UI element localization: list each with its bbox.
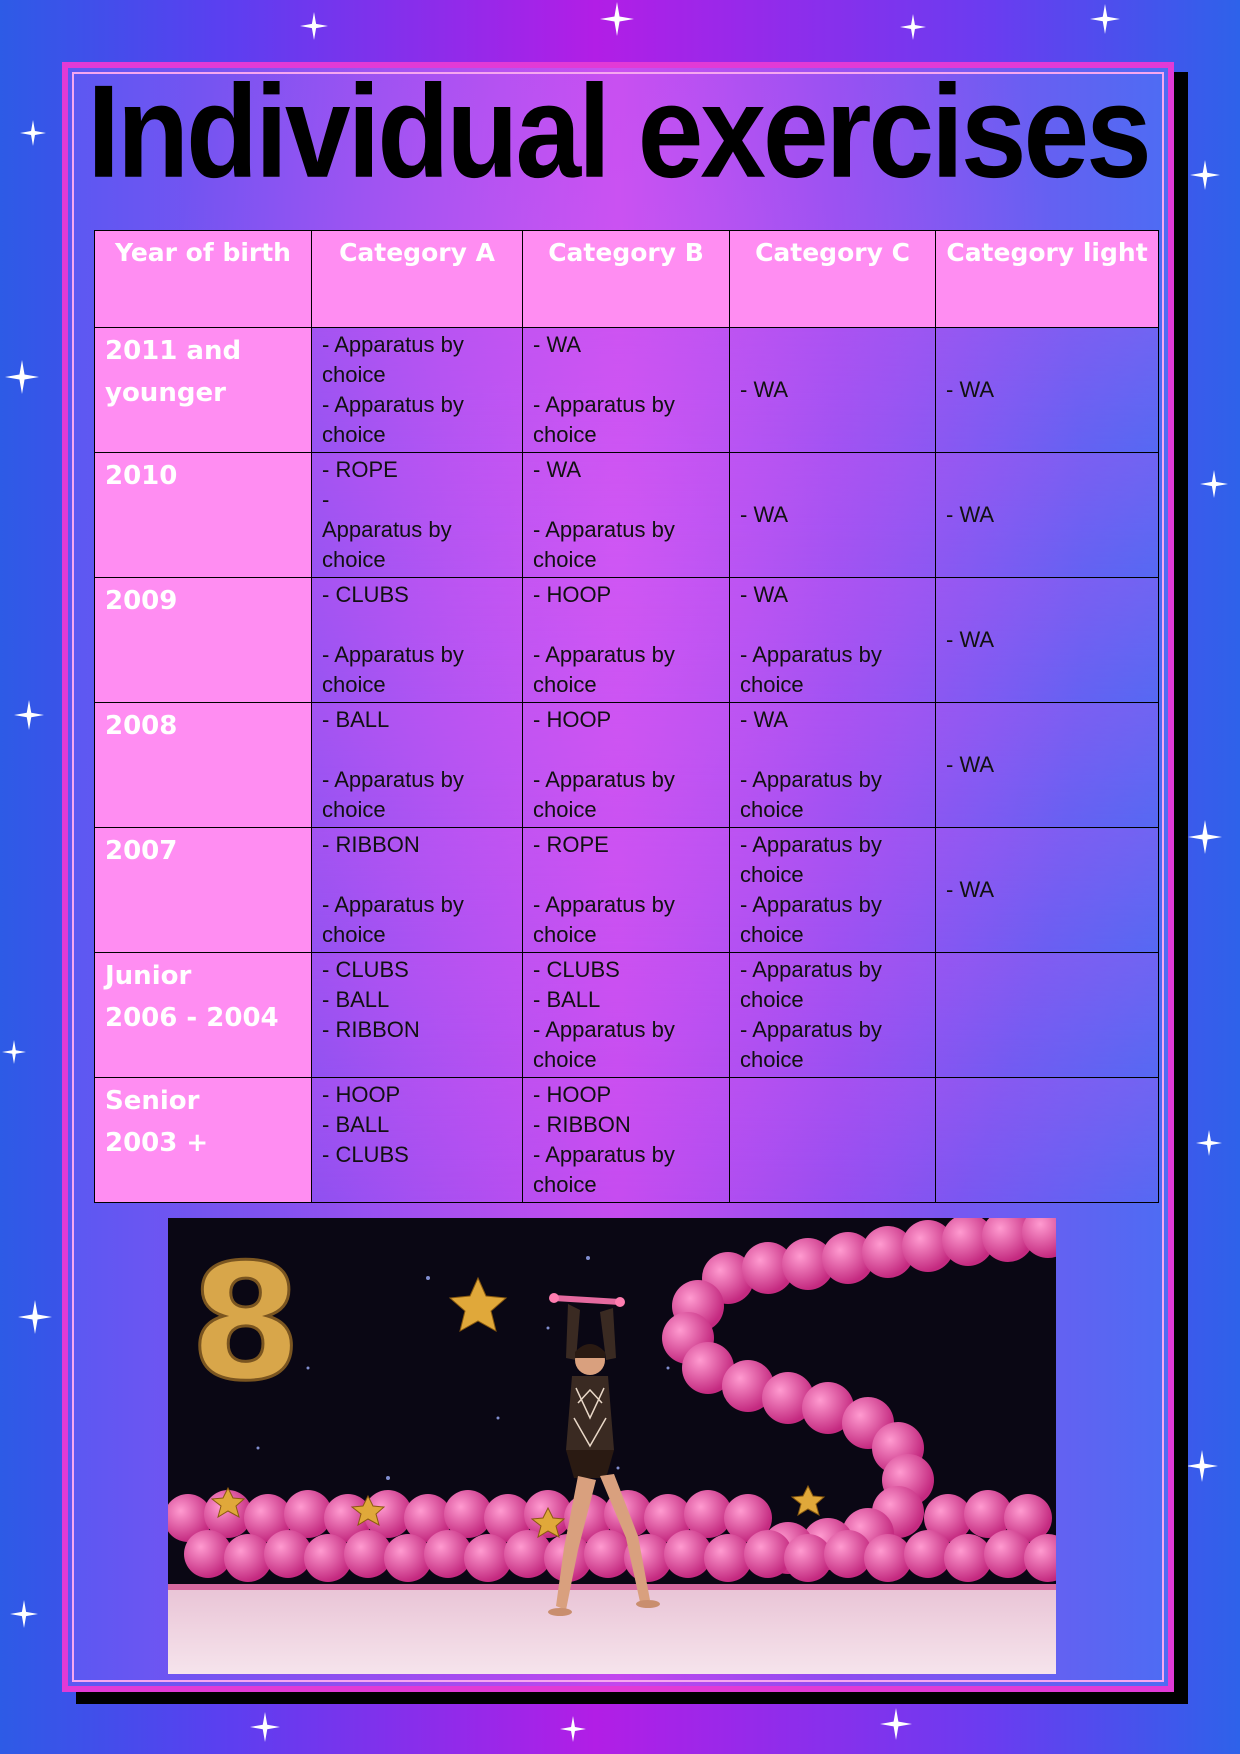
year-cell: 2009 — [95, 578, 312, 703]
category-light-cell: - WA — [936, 578, 1159, 703]
category-c-cell: - Apparatus by choice - Apparatus by choice — [730, 828, 936, 953]
category-b-cell: - WA - Apparatus by choice — [523, 328, 730, 453]
category-c-cell — [730, 1078, 936, 1203]
year-cell: 2007 — [95, 828, 312, 953]
exercises-table — [94, 230, 1159, 1203]
table-row — [95, 828, 1159, 953]
header-category-light: Category light — [936, 231, 1159, 328]
year-cell: Junior 2006 - 2004 — [95, 953, 312, 1078]
category-b-cell: - HOOP - Apparatus by choice — [523, 703, 730, 828]
category-light-cell: - WA — [936, 828, 1159, 953]
table-row — [95, 1078, 1159, 1203]
gymnast-photo — [168, 1218, 1056, 1674]
category-b-cell: - HOOP - RIBBON - Apparatus by choice — [523, 1078, 730, 1203]
category-a-cell: - RIBBON - Apparatus by choice — [312, 828, 523, 953]
category-a-cell: - BALL - Apparatus by choice — [312, 703, 523, 828]
table-row — [95, 953, 1159, 1078]
category-light-cell: - WA — [936, 328, 1159, 453]
category-b-cell: - CLUBS - BALL - Apparatus by choice — [523, 953, 730, 1078]
category-a-cell: - Apparatus by choice - Apparatus by choice — [312, 328, 523, 453]
category-c-cell: - WA - Apparatus by choice — [730, 578, 936, 703]
category-c-cell: - WA — [730, 328, 936, 453]
category-light-cell — [936, 1078, 1159, 1203]
category-b-cell: - ROPE - Apparatus by choice — [523, 828, 730, 953]
year-cell: 2011 and younger — [95, 328, 312, 453]
category-b-cell: - HOOP - Apparatus by choice — [523, 578, 730, 703]
gymnast-photo-illustration — [168, 1218, 1056, 1674]
header-category-b: Category B — [523, 231, 730, 328]
header-category-a: Category A — [312, 231, 523, 328]
poster-frame — [62, 58, 1174, 1692]
header-year-of-birth: Year of birth — [95, 231, 312, 328]
page-title: Individual exercises — [87, 58, 1149, 206]
category-a-cell: - ROPE - Apparatus by choice — [312, 453, 523, 578]
category-b-cell: - WA - Apparatus by choice — [523, 453, 730, 578]
category-a-cell: - CLUBS - Apparatus by choice — [312, 578, 523, 703]
header-category-c: Category C — [730, 231, 936, 328]
category-light-cell: - WA — [936, 453, 1159, 578]
category-a-cell: - HOOP - BALL - CLUBS — [312, 1078, 523, 1203]
category-c-cell: - WA - Apparatus by choice — [730, 703, 936, 828]
category-light-cell: - WA — [936, 703, 1159, 828]
category-c-cell: - Apparatus by choice - Apparatus by choice — [730, 953, 936, 1078]
category-a-cell: - CLUBS - BALL - RIBBON — [312, 953, 523, 1078]
table-row — [95, 703, 1159, 828]
year-cell: 2010 — [95, 453, 312, 578]
table-row — [95, 578, 1159, 703]
gold-balloon-number: 8 — [190, 1229, 302, 1416]
table-row — [95, 328, 1159, 453]
category-c-cell: - WA — [730, 453, 936, 578]
category-light-cell — [936, 953, 1159, 1078]
year-cell: Senior 2003 + — [95, 1078, 312, 1203]
year-cell: 2008 — [95, 703, 312, 828]
table-row — [95, 453, 1159, 578]
table-header-row — [95, 231, 1159, 328]
